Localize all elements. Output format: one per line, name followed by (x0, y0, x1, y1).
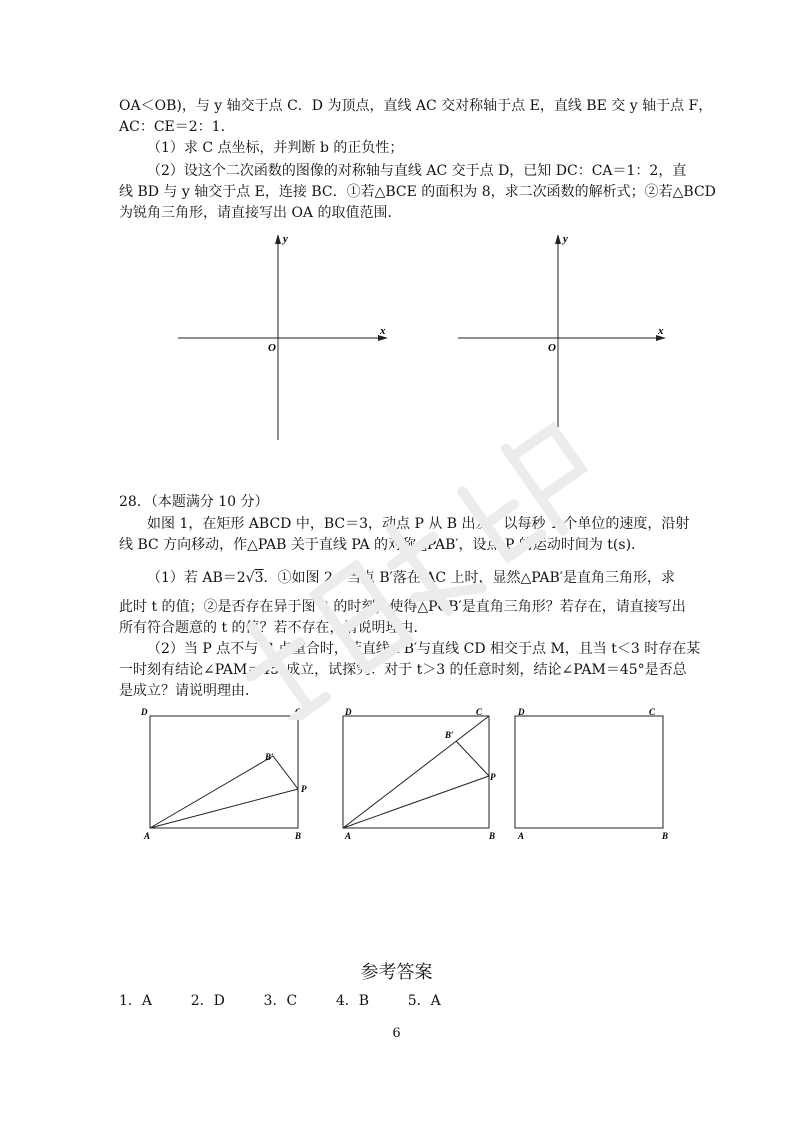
x-axis-label: x (658, 325, 664, 337)
p28-q1-prefix: （1）若 AB＝2 (147, 570, 246, 586)
p28-intro-line-2: 线 BC 方向移动，作△PAB 关于直线 PA 的对称△PAB′，设点 P 的运动时间为 t(s)． (119, 537, 646, 553)
p27-line-2: AC：CE＝2：1． (119, 119, 235, 135)
p27-q2-line-1: （2）设这个二次函数的图像的对称轴与直线 AC 交于点 D，已知 DC：CA＝1：2，直 (147, 163, 687, 179)
coordinate-axes-1 (170, 228, 400, 448)
p27-q2-line-2: 线 BD 与 y 轴交于点 E，连接 BC．①若△BCE 的面积为 8，求二次函数的解析式；②若△BCD (119, 184, 716, 200)
page-number: 6 (392, 1026, 401, 1041)
answers-title: 参考答案 (360, 962, 433, 983)
p27-q2-line-3: 为锐角三角形，请直接写出 OA 的取值范围． (119, 205, 402, 221)
p28-q1-line-2: 此时 t 的值；②是否存在异于图 2 的时刻，使得△PCB′是直角三角形？若存在，请直接写出 (119, 599, 686, 615)
label-B: B (662, 831, 669, 841)
p28-q2-line-2: 一时刻有结论∠PAM＝45°成立，试探究：对于 t＞3 的任意时刻，结论∠PAM＝45°是否总 (119, 662, 687, 678)
coordinate-axes-2 (450, 228, 680, 448)
label-D: D (518, 707, 525, 717)
p27-q1: （1）求 C 点坐标，并判断 b 的正负性； (147, 140, 404, 156)
label-C: C (476, 707, 483, 717)
p28-q2-line-3: 是成立？请说明理由． (119, 683, 259, 699)
figure-1 (138, 704, 313, 844)
label-A: A (518, 831, 525, 841)
label-D: D (141, 707, 148, 717)
p27-line-1: OA＜OB)，与 y 轴交于点 C．D 为顶点，直线 AC 交对称轴于点 E，直线 BE 交 y 轴于点 F， (119, 98, 713, 114)
label-P: P (490, 772, 496, 782)
p28-heading: 28．（本题满分 10 分） (119, 494, 269, 510)
label-D: D (345, 707, 352, 717)
label-P: P (301, 784, 307, 794)
figure-3 (510, 704, 685, 844)
label-B: B (295, 831, 302, 841)
figure-2 (335, 704, 510, 844)
y-axis-label: y (283, 233, 288, 245)
label-B: B (489, 831, 496, 841)
p28-q1-rest: ．①如图 2，当点 B′落在 AC 上时，显然△PAB′是直角三角形，求 (263, 570, 675, 586)
label-C: C (649, 707, 656, 717)
label-C: C (295, 707, 302, 717)
origin-label: O (548, 342, 556, 354)
label-B-prime: B′ (265, 752, 274, 762)
p28-q2-line-1: （2）当 P 点不与 C 点重合时，若直线 PB′与直线 CD 相交于点 M，且当 t＜3 时存在某 (147, 641, 701, 657)
p28-q1-line-1 (147, 568, 675, 588)
label-A: A (345, 831, 352, 841)
x-axis-label: x (380, 325, 386, 337)
p28-q1-line-3: 所有符合题意的 t 的值？若不存在，请说明理由． (119, 620, 428, 636)
sqrt-radicand: 3 (254, 570, 264, 586)
p28-intro-line-1: 如图 1，在矩形 ABCD 中，BC＝3，动点 P 从 B 出发，以每秒 1 个单位的速度，沿射 (147, 516, 690, 532)
origin-label: O (268, 342, 276, 354)
label-A: A (144, 831, 151, 841)
label-B-prime: B′ (445, 730, 454, 740)
answers-list: 1．A 2．D 3．C 4．B 5．A (119, 993, 441, 1009)
sqrt-symbol: √ (245, 570, 255, 586)
y-axis-label: y (563, 233, 568, 245)
